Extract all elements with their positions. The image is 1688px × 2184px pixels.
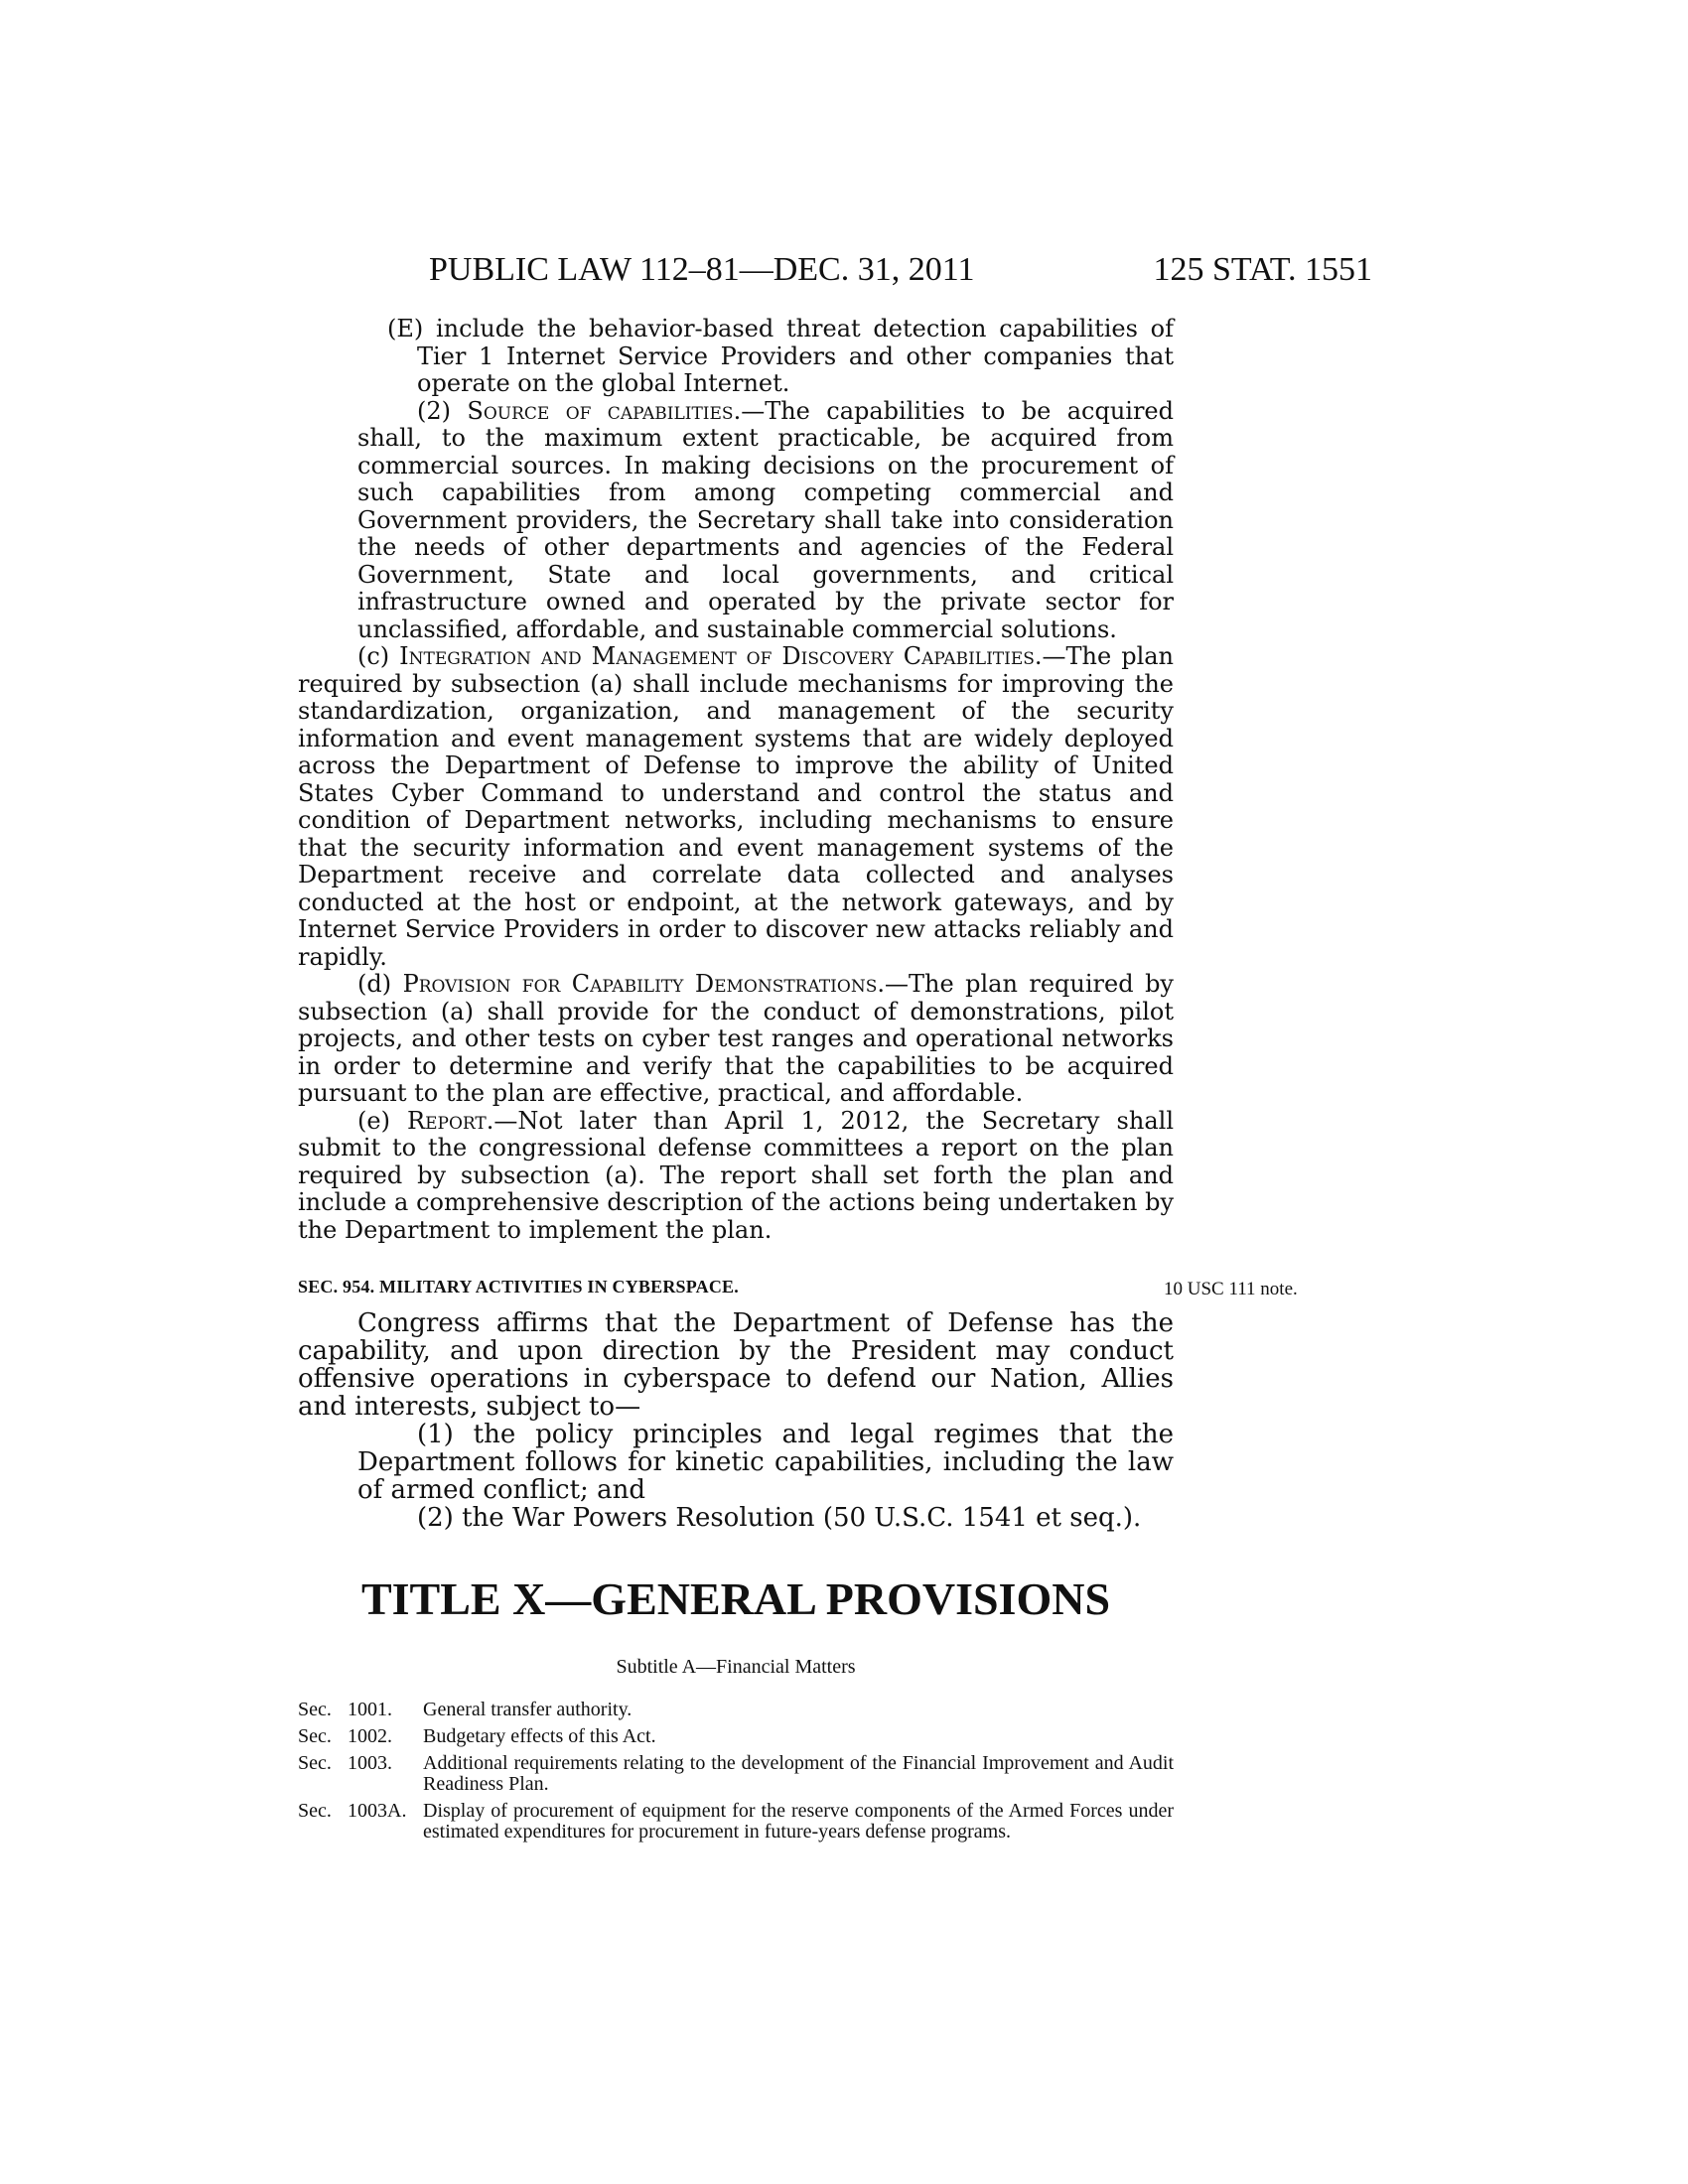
toc-sec-title: Display of procurement of equipment for the reserve components of the Armed Forces under estimated expenditures for procurement in future-years defense programs. [423, 1800, 1174, 1843]
toc-sec-number: 1001. [348, 1699, 392, 1720]
body-text [298, 315, 1298, 1533]
toc-sec-label: Sec. [298, 1699, 332, 1720]
toc-sec-title: Additional requirements relating to the development of the Financial Improvement and Audit Readiness Plan. [423, 1752, 1174, 1795]
clause-e: (E) include the behavior-based threat detection capabilities of Tier 1 Internet Service Providers and other companies that operate on the global Internet. [387, 315, 1174, 397]
toc-row [298, 1753, 1174, 1795]
subsection-c-text: .—The plan required by subsection (a) shall include mechanisms for improving the standardization, organization, and management of the security information and event management systems that are widely deployed across the Department of Defense to improve the ability of United States Cyber Command to understand and control the status and condition of Department networks, including mechanisms to ensure that the security information and event management systems of the Department receive and correlate data collected and analyses conducted at the host or endpoint, at the network gateways, and by Internet Service Providers in order to discover new attacks reliably and rapidly. [298, 642, 1175, 971]
paragraph-2 [298, 398, 1174, 644]
section-954-intro: Congress affirms that the Department of Defense has the capability, and upon direction by the President may conduct offensive operations in cyberspace to defend our Nation, Allies and interests, subject to— [298, 1308, 1174, 1422]
subsection-e [298, 1108, 1174, 1245]
toc-sec-title: General transfer authority. [423, 1699, 633, 1720]
subsection-d-number: (d) [357, 970, 403, 998]
section-954-body [298, 1309, 1174, 1532]
paragraph-2-heading: Source of capabilities [467, 396, 734, 425]
toc-sec-number: 1003A. [348, 1800, 407, 1822]
section-954-item-1: (1) the policy principles and legal regimes that the Department follows for kinetic capabilities, including the law of armed conflict; and [357, 1420, 1174, 1505]
paragraph-2-text: .—The capabilities to be acquired shall, to the maximum extent practicable, be acquired from commercial sources. In making decisions on the procurement of such capabilities from among competing commercial and Government providers, the Secretary shall take into consideration the needs of other departments and agencies of the Federal Government, State and local governments, and critical infrastructure owned and operated by the private sector for unclassified, affordable, and sustainable commercial solutions. [357, 396, 1174, 643]
toc-sec-number: 1002. [348, 1725, 392, 1747]
page-header [429, 244, 1372, 294]
section-954-heading: SEC. 954. MILITARY ACTIVITIES IN CYBERSPACE. [298, 1277, 739, 1297]
subsection-e-number: (e) [357, 1106, 408, 1135]
subsection-e-text: .—Not later than April 1, 2012, the Secretary shall submit to the congressional defense committees a report on the plan required by subsection (a). The report shall set forth the plan and include a comprehensive description of the actions being undertaken by the Department to implement the plan. [298, 1106, 1174, 1244]
toc-sec-label: Sec. [298, 1800, 332, 1822]
margin-note: 10 USC 111 note. [1164, 1279, 1298, 1299]
subsection-e-heading: Report [407, 1106, 487, 1135]
toc-sec-number: 1003. [348, 1752, 392, 1774]
toc-row [298, 1801, 1174, 1843]
subsection-c-number: (c) [357, 642, 400, 670]
toc-row [298, 1726, 1174, 1747]
title-heading: TITLE X—GENERAL PROVISIONS [360, 1573, 1111, 1624]
header-citation: PUBLIC LAW 112–81—DEC. 31, 2011 [429, 251, 975, 288]
toc-sec-label: Sec. [298, 1752, 332, 1774]
table-of-contents [298, 1700, 1174, 1848]
header-stat-page: 125 STAT. 1551 [1153, 251, 1372, 288]
section-954-heading-line [298, 1274, 1298, 1301]
subtitle-heading: Subtitle A—Financial Matters [616, 1656, 856, 1678]
section-954-item-2: (2) the War Powers Resolution (50 U.S.C. 1541 et seq.). [417, 1503, 1142, 1533]
subsection-d-text: .—The plan required by subsection (a) shall provide for the conduct of demonstrations, pilot projects, and other tests on cyber test ranges and operational networks in order to determine and verify that the capabilities to be acquired pursuant to the plan are effective, practical, and affordable. [298, 970, 1174, 1107]
toc-sec-label: Sec. [298, 1725, 332, 1747]
subsection-c-heading: Integration and Management of Discovery Capabilities [399, 642, 1035, 670]
toc-sec-title: Budgetary effects of this Act. [423, 1725, 656, 1747]
subsection-d-heading: Provision for Capability Demonstrations [402, 970, 878, 998]
subsection-d [298, 971, 1174, 1108]
subsection-c [298, 643, 1174, 971]
toc-row [298, 1700, 1174, 1720]
paragraph-2-number: (2) [417, 396, 468, 425]
